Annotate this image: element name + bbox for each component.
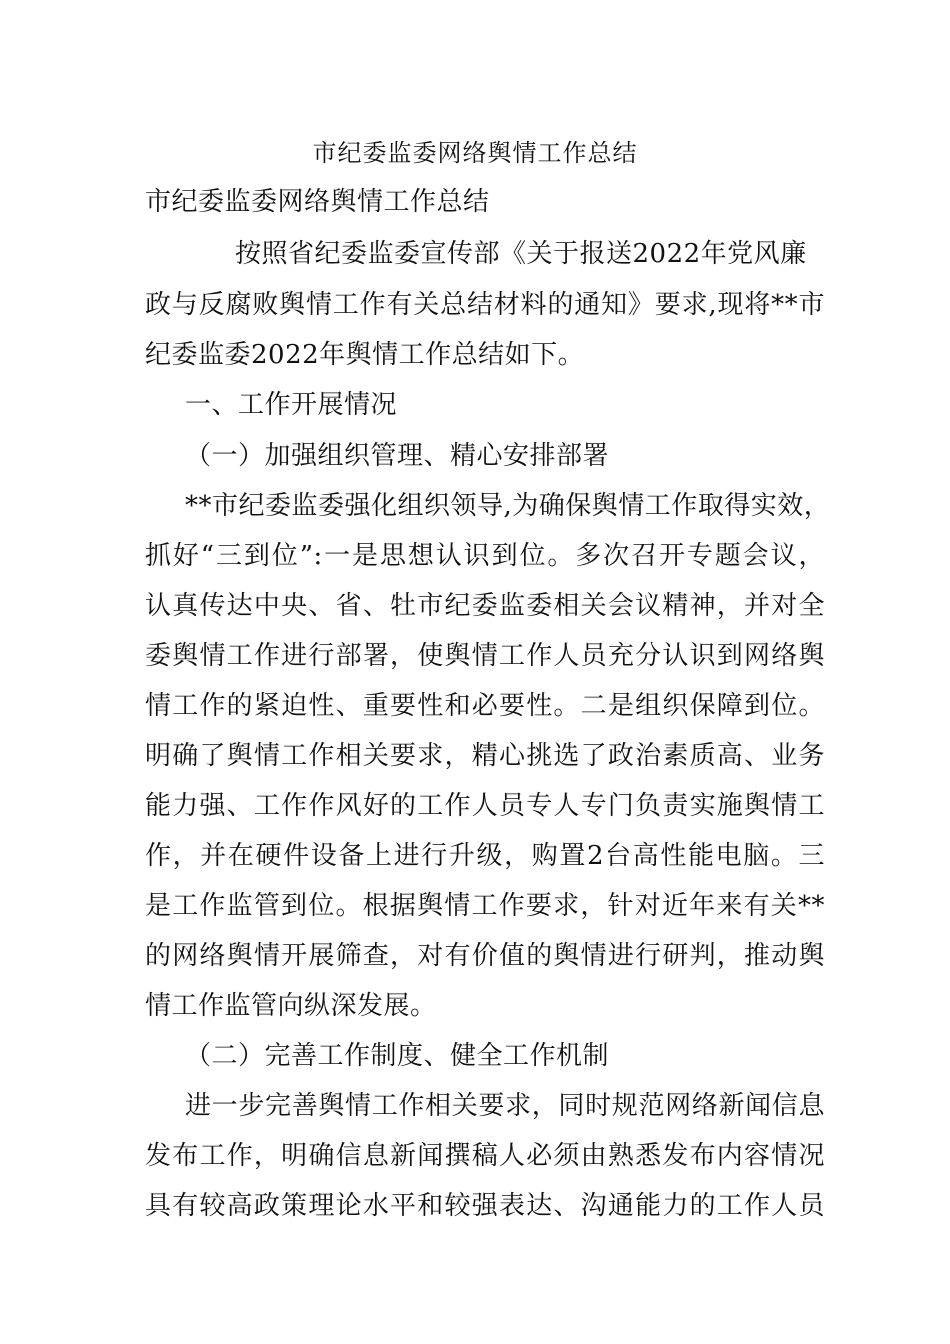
paragraph-line: 按照省纪委监委宣传部《关于报送2022年党风廉	[235, 239, 807, 269]
paragraph-line: 具有较高政策理论水平和较强表达、沟通能力的工作人员	[145, 1191, 825, 1221]
subsection-heading: （一）加强组织管理、精心安排部署	[185, 441, 610, 471]
subtitle-line: 市纪委监委网络舆情工作总结	[145, 187, 490, 217]
paragraph-line: 政与反腐败舆情工作有关总结材料的通知》要求,现将**市	[145, 290, 825, 320]
paragraph-line: 情工作的紧迫性、重要性和必要性。二是组织保障到位。	[145, 691, 825, 721]
paragraph-line: 发布工作，明确信息新闻撰稿人必须由熟悉发布内容情况	[145, 1141, 825, 1171]
paragraph-line: 的网络舆情开展筛查，对有价值的舆情进行研判，推动舆	[145, 941, 825, 971]
paragraph-line: 是工作监管到位。根据舆情工作要求，针对近年来有关**	[145, 891, 825, 921]
paragraph-line: 纪委监委2022年舆情工作总结如下。	[145, 340, 585, 370]
section-heading: 一、工作开展情况	[185, 390, 398, 420]
paragraph-line: 认真传达中央、省、牡市纪委监委相关会议精神，并对全	[145, 591, 825, 621]
paragraph-line: 作，并在硬件设备上进行升级，购置2台高性能电脑。三	[145, 841, 825, 871]
paragraph-line: 明确了舆情工作相关要求，精心挑选了政治素质高、业务	[145, 741, 825, 771]
paragraph-line: 能力强、工作作风好的工作人员专人专门负责实施舆情工	[145, 791, 825, 821]
subsection-heading: （二）完善工作制度、健全工作机制	[185, 1041, 610, 1071]
document-title: 市纪委监委网络舆情工作总结	[312, 139, 638, 167]
paragraph-line: **市纪委监委强化组织领导,为确保舆情工作取得实效，	[185, 491, 831, 521]
paragraph-line: 抓好“三到位”:一是思想认识到位。多次召开专题会议，	[145, 541, 825, 571]
paragraph-line: 委舆情工作进行部署，使舆情工作人员充分认识到网络舆	[145, 641, 825, 671]
paragraph-line: 进一步完善舆情工作相关要求，同时规范网络新闻信息	[185, 1091, 825, 1121]
paragraph-line: 情工作监管向纵深发展。	[145, 991, 437, 1021]
